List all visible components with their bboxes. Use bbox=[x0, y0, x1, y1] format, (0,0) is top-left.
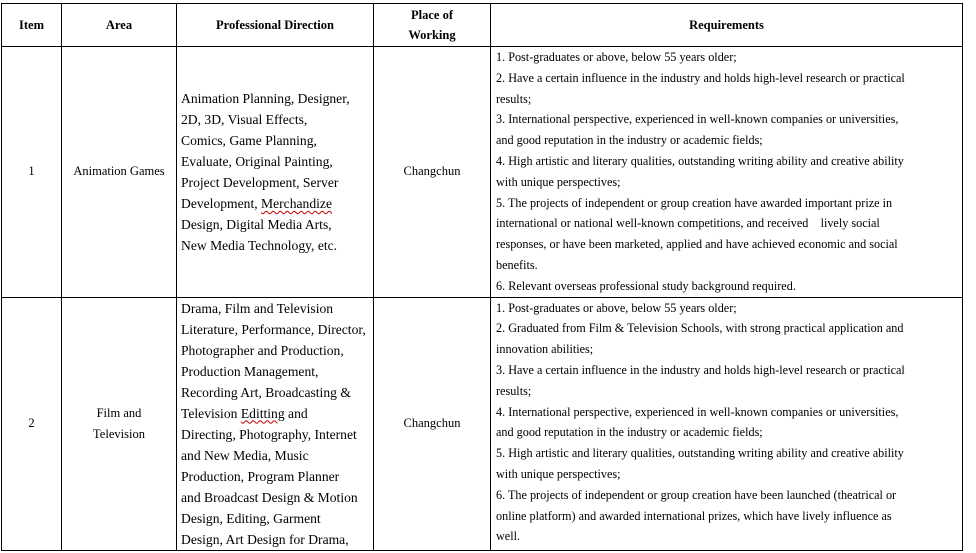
requirement-line: 4. International perspective, experienced in well-known companies or universities, bbox=[496, 404, 899, 419]
direction-text: Television bbox=[181, 405, 241, 421]
direction-text: Development, bbox=[181, 195, 262, 211]
requirement-line: well. bbox=[496, 529, 521, 544]
direction-line: New Media Technology, etc. bbox=[181, 237, 338, 253]
header-place bbox=[374, 4, 491, 47]
requirement-line: 5. The projects of independent or group creation have awarded important prize in bbox=[496, 195, 893, 210]
row-area bbox=[62, 297, 177, 550]
requirement-line: 6. The projects of independent or group creation have been launched (theatrical or bbox=[496, 487, 897, 502]
direction-line: Literature, Performance, Director, bbox=[181, 321, 366, 337]
table-row bbox=[2, 297, 963, 550]
row-area-line: Television bbox=[93, 426, 145, 441]
requirement-line: 1. Post-graduates or above, below 55 years older; bbox=[496, 50, 737, 64]
header-place-line1: Place of bbox=[411, 8, 453, 22]
direction-line: and New Media, Music bbox=[181, 447, 309, 463]
requirement-line: 3. International perspective, experienced in well-known companies or universities, bbox=[496, 112, 899, 127]
direction-line: and Broadcast Design & Motion bbox=[181, 489, 358, 505]
requirement-line: responses, or have been marketed, applied and have achieved economic and social bbox=[496, 237, 898, 252]
requirement-line: and good reputation in the industry or academic fields; bbox=[496, 425, 763, 440]
row-item: 2 bbox=[2, 297, 62, 550]
direction-line: Comics, Game Planning, bbox=[181, 132, 317, 148]
header-row bbox=[2, 4, 963, 47]
row-area bbox=[62, 47, 177, 298]
direction-line: Production, Program Planner bbox=[181, 468, 340, 484]
direction-line: Design, Editing, Garment bbox=[181, 510, 321, 526]
requirement-line: and good reputation in the industry or academic fields; bbox=[496, 133, 763, 148]
requirement-line: 4. High artistic and literary qualities, outstanding writing ability and creative ability bbox=[496, 153, 904, 168]
direction-line: Evaluate, Original Painting, bbox=[181, 153, 333, 169]
direction-line: Production Management, bbox=[181, 363, 319, 379]
row-item: 1 bbox=[2, 47, 62, 298]
header-item: Item bbox=[2, 4, 62, 47]
direction-line: 2D, 3D, Visual Effects, bbox=[181, 111, 308, 127]
recruitment-table bbox=[1, 3, 963, 551]
row-area-line: Animation Games bbox=[73, 164, 165, 179]
requirement-line: 5. High artistic and literary qualities, outstanding writing ability and creative ability bbox=[496, 446, 904, 461]
direction-line: Recording Art, Broadcasting & bbox=[181, 384, 351, 400]
requirement-line: with unique perspectives; bbox=[496, 174, 621, 189]
row-place: Changchun bbox=[374, 47, 491, 298]
direction-line: Design, Digital Media Arts, bbox=[181, 216, 332, 232]
header-place-line2: Working bbox=[408, 28, 456, 42]
direction-line: Directing, Photography, Internet bbox=[181, 426, 357, 442]
requirement-line: 1. Post-graduates or above, below 55 years older; bbox=[496, 300, 737, 315]
requirement-line: 3. Have a certain influence in the industry and holds high-level research or practical bbox=[496, 362, 905, 377]
row-requirements bbox=[491, 297, 963, 550]
direction-line: Photographer and Production, bbox=[181, 342, 344, 358]
row-direction bbox=[177, 297, 374, 550]
direction-line: Design, Art Design for Drama, bbox=[181, 531, 349, 547]
table-row bbox=[2, 47, 963, 298]
requirement-line: results; bbox=[496, 383, 532, 398]
row-place: Changchun bbox=[374, 297, 491, 550]
requirement-line: 6. Relevant overseas professional study background required. bbox=[496, 278, 796, 293]
row-direction bbox=[177, 47, 374, 298]
requirement-line: international or national well-known competitions, and received lively social bbox=[496, 216, 880, 231]
direction-text: and bbox=[284, 405, 308, 421]
header-area: Area bbox=[62, 4, 177, 47]
direction-line bbox=[181, 403, 367, 424]
requirement-line: 2. Have a certain influence in the industry and holds high-level research or practical bbox=[496, 70, 905, 85]
direction-line: Drama, Film and Television bbox=[181, 300, 334, 316]
requirement-line: 2. Graduated from Film & Television Schools, with strong practical application and bbox=[496, 321, 904, 336]
header-direction: Professional Direction bbox=[177, 4, 374, 47]
direction-line: Project Development, Server bbox=[181, 174, 339, 190]
spellcheck-word: Editting bbox=[240, 405, 285, 421]
requirement-line: results; bbox=[496, 91, 532, 106]
spellcheck-word: Merchandize bbox=[261, 195, 332, 211]
requirement-line: online platform) and awarded international prizes, which have lively influence as bbox=[496, 508, 892, 523]
direction-line: Animation Planning, Designer, bbox=[181, 90, 350, 106]
requirement-line: innovation abilities; bbox=[496, 342, 594, 357]
row-area-line: Film and bbox=[96, 405, 142, 420]
header-requirements: Requirements bbox=[491, 4, 963, 47]
requirement-line: with unique perspectives; bbox=[496, 466, 621, 481]
requirement-line: benefits. bbox=[496, 257, 538, 272]
row-requirements bbox=[491, 47, 963, 298]
direction-line bbox=[181, 193, 367, 214]
